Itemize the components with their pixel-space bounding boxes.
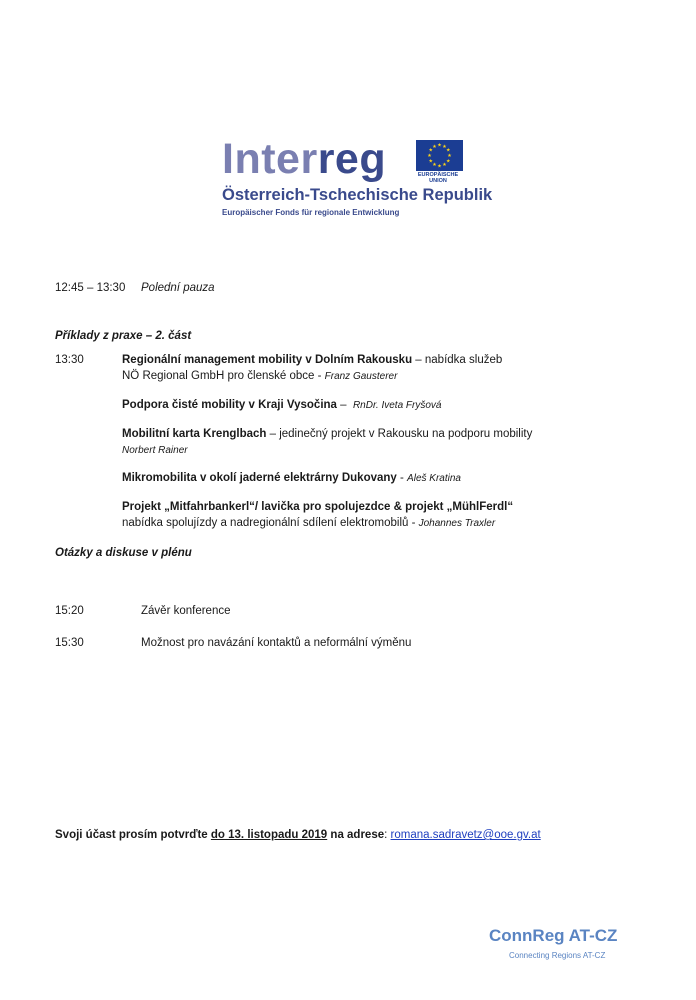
section-heading-discussion: Otázky a diskuse v plénu (55, 547, 192, 559)
item3-rest: – jedinečný projekt v Rakousku na podporu mobility (266, 428, 533, 440)
logo-subtitle: Österreich-Tschechische Republik (222, 186, 493, 204)
svg-text:★: ★ (447, 153, 452, 159)
rsvp-email-link[interactable]: romana.sadravetz@ooe.gv.at (390, 829, 541, 841)
rsvp-line (55, 828, 541, 843)
item4-sep: - (396, 472, 408, 484)
agenda-item-5-line2 (122, 516, 495, 531)
networking-time: 15:30 (55, 637, 84, 649)
logo-subtitle-2: Europäischer Fonds für regionale Entwicklung (222, 208, 400, 217)
svg-text:★: ★ (437, 142, 442, 149)
closing-time: 15:20 (55, 605, 84, 617)
logo-word-part1: Inter (222, 135, 318, 183)
agenda-item-4 (122, 471, 461, 486)
item5-title: Projekt „Mitfahrbankerl“/ lavička pro spolujezdce & projekt „MühlFerdl“ (122, 501, 514, 513)
networking-label: Možnost pro navázání kontaktů a neformální výměnu (141, 637, 412, 649)
rsvp-colon: : (384, 829, 391, 841)
item3-speaker: Norbert Rainer (122, 445, 188, 456)
rsvp-deadline: do 13. listopadu 2019 (210, 829, 328, 841)
section-heading-examples: Příklady z praxe – 2. část (55, 330, 192, 342)
rsvp-prefix: Svoji účast prosím potvrďte (55, 829, 211, 841)
item4-title: Mikromobilita v okolí jaderné elektrárny Dukovany (122, 472, 397, 484)
svg-text:★: ★ (427, 153, 432, 159)
svg-text:★: ★ (445, 158, 451, 165)
block-time: 13:30 (55, 354, 84, 366)
item2-title: Podpora čisté mobility v Kraji Vysočina (122, 399, 337, 411)
closing-label: Závěr konference (141, 605, 231, 617)
item3-title: Mobilitní karta Krenglbach (122, 428, 267, 440)
item5-line2: nabídka spolujízdy a nadregionální sdílení elektromobilů - (122, 517, 419, 529)
svg-text:★: ★ (445, 147, 451, 154)
eu-label-line1: EUROPÄISCHE (417, 172, 459, 178)
agenda-item-3 (122, 427, 532, 442)
agenda-item-2 (122, 398, 441, 413)
connreg-tagline: Connecting Regions AT-CZ (509, 951, 606, 960)
interreg-logo (222, 135, 386, 183)
lunch-time: 12:45 – 13:30 (55, 282, 126, 294)
item5-speaker: Johannes Traxler (418, 518, 496, 529)
eu-flag-icon (416, 140, 463, 171)
rsvp-middle: na adrese (327, 829, 385, 841)
agenda-item-1-line2 (122, 369, 397, 384)
svg-text:★: ★ (432, 143, 437, 150)
item1-title: Regionální management mobility v Dolním Rakousku (122, 354, 413, 366)
agenda-item-1 (122, 353, 502, 368)
eu-label (408, 172, 468, 184)
svg-text:★: ★ (442, 162, 447, 169)
item1-line2: NÖ Regional GmbH pro členské obce - (122, 370, 325, 382)
svg-text:★: ★ (432, 162, 437, 169)
svg-text:★: ★ (437, 163, 442, 170)
item1-speaker: Franz Gausterer (324, 371, 398, 382)
eu-label-line2: UNION (429, 178, 447, 184)
svg-text:★: ★ (428, 147, 434, 154)
item1-rest: – nabídka služeb (412, 354, 503, 366)
logo-word-part2: reg (317, 135, 387, 183)
item2-sep: – (336, 399, 353, 411)
lunch-label: Polední pauza (141, 282, 215, 294)
svg-text:★: ★ (442, 143, 447, 150)
connreg-logo: ConnReg AT-CZ (489, 926, 618, 945)
item4-speaker: Aleš Kratina (407, 473, 461, 484)
item2-speaker: RnDr. Iveta Fryšová (352, 400, 442, 411)
svg-text:★: ★ (428, 158, 434, 165)
